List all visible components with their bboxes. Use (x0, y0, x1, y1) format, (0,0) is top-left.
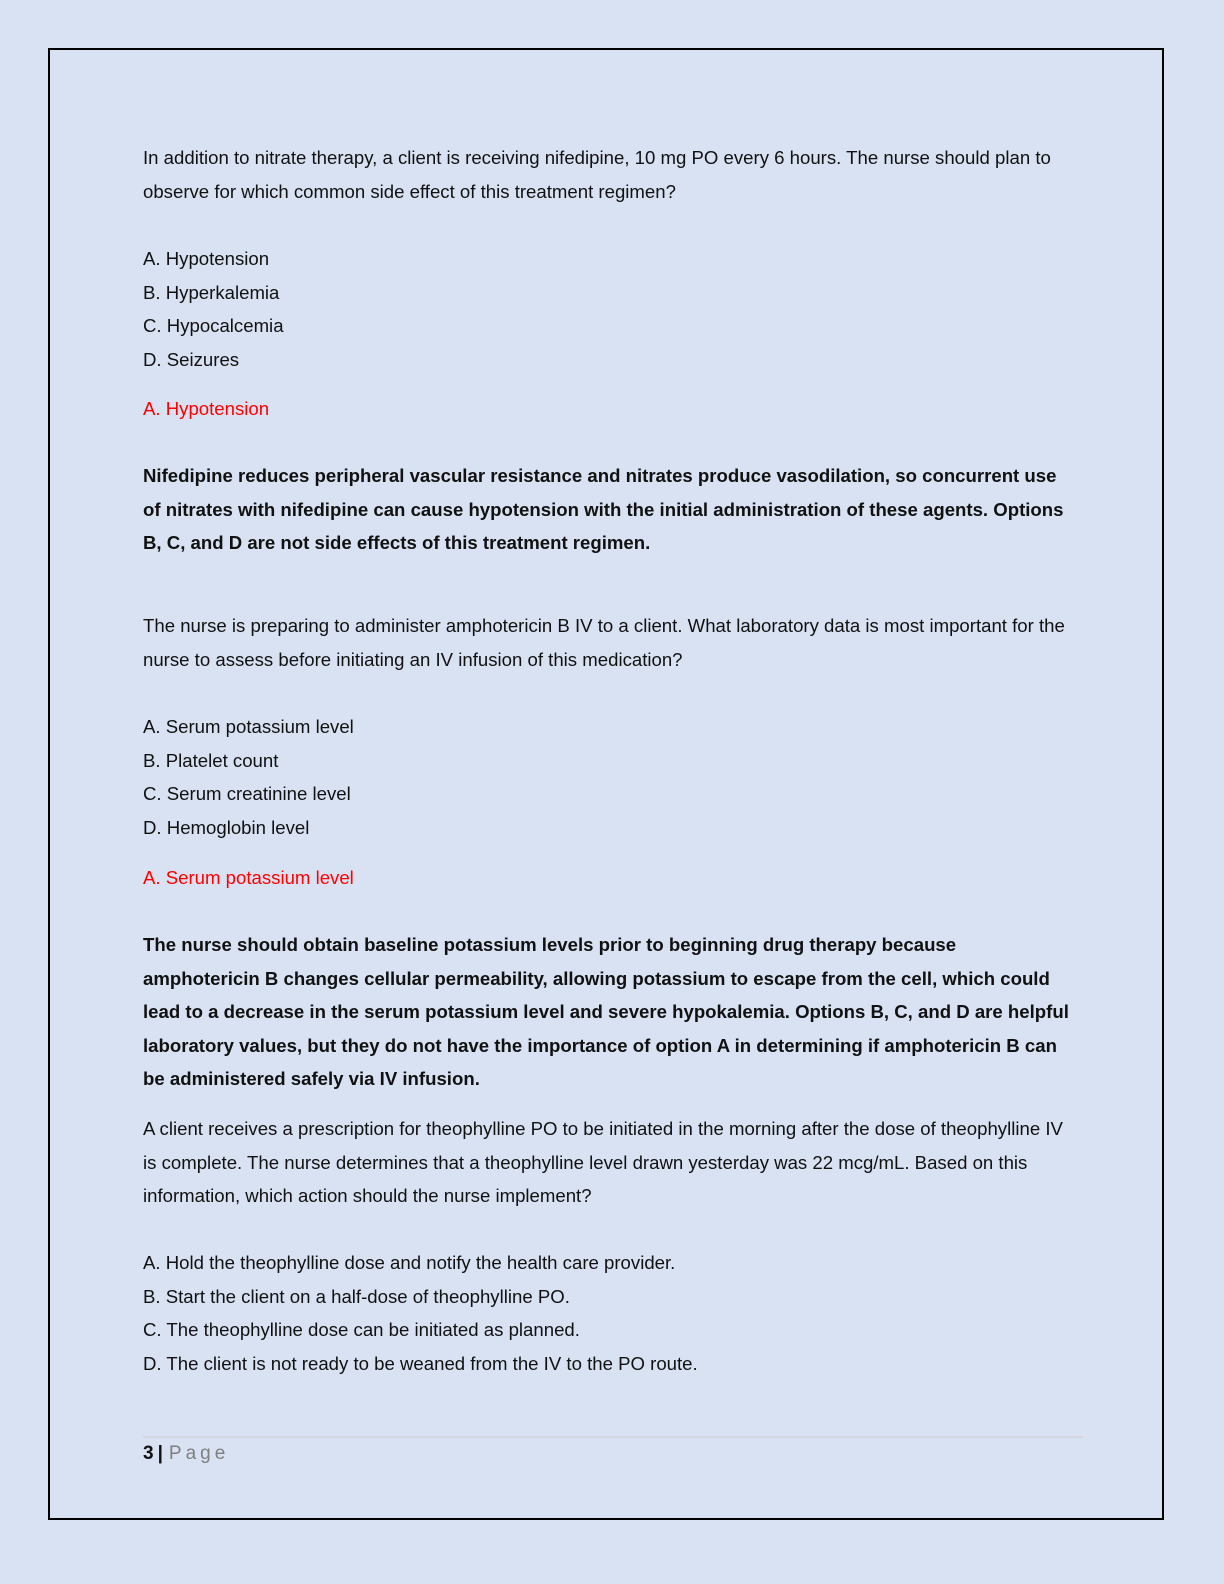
question-1-answer: A. Hypotension (143, 398, 270, 419)
footer-separator: | (157, 1443, 163, 1464)
page-number: 3 (143, 1443, 154, 1464)
option: D. The client is not ready to be weaned from the IV to the PO route. (143, 1352, 698, 1374)
question-1-options (143, 242, 1078, 376)
option: D. Seizures (143, 348, 240, 370)
option: C. The theophylline dose can be initiated as planned. (143, 1319, 580, 1341)
question-2-options (143, 710, 1078, 844)
footer-divider (143, 1436, 1083, 1438)
option: A. Hypotension (143, 248, 270, 269)
question-3-options (143, 1246, 1078, 1380)
option: C. Serum creatinine level (143, 783, 351, 805)
question-2-answer: A. Serum potassium level (143, 867, 354, 888)
page-label: Page (168, 1443, 230, 1464)
option: B. Hyperkalemia (143, 281, 280, 303)
question-1-stem: In addition to nitrate therapy, a client is receiving nifedipine, 10 mg PO every 6 hours. The nurse should plan to observe for which common side effect of this treatment regimen? (143, 147, 1051, 202)
option: B. Platelet count (143, 749, 279, 771)
option: D. Hemoglobin level (143, 816, 310, 838)
option: C. Hypocalcemia (143, 315, 284, 337)
question-1-rationale: Nifedipine reduces peripheral vascular resistance and nitrates produce vasodilation, so concurrent use of nitrates with nifedipine can cause hypotension with the initial administration of these agents. Options B, C, and D are not side effects of this treatment regimen. (143, 465, 1064, 554)
option: A. Hold the theophylline dose and notify the health care provider. (143, 1252, 676, 1273)
question-2-rationale: The nurse should obtain baseline potassium levels prior to beginning drug therapy because amphotericin B changes cellular permeability, allowing potassium to escape from the cell, which could lead to a decrease in the serum potassium level and severe hypokalemia. Options B, C, and D are helpful laboratory values, but they do not have the importance of option A in determining if amphotericin B can be administered safely via IV infusion. (143, 934, 1069, 1090)
option: A. Serum potassium level (143, 716, 354, 737)
option: B. Start the client on a half-dose of theophylline PO. (143, 1285, 570, 1307)
question-2-stem: The nurse is preparing to administer amphotericin B IV to a client. What laboratory data is most important for the nurse to assess before initiating an IV infusion of this medication? (143, 615, 1065, 670)
question-3-stem: A client receives a prescription for theophylline PO to be initiated in the morning after the dose of theophylline IV is complete. The nurse determines that a theophylline level drawn yesterday was 22 mcg/mL. Based on this information, which action should the nurse implement? (143, 1118, 1063, 1207)
page-footer (143, 1441, 229, 1467)
